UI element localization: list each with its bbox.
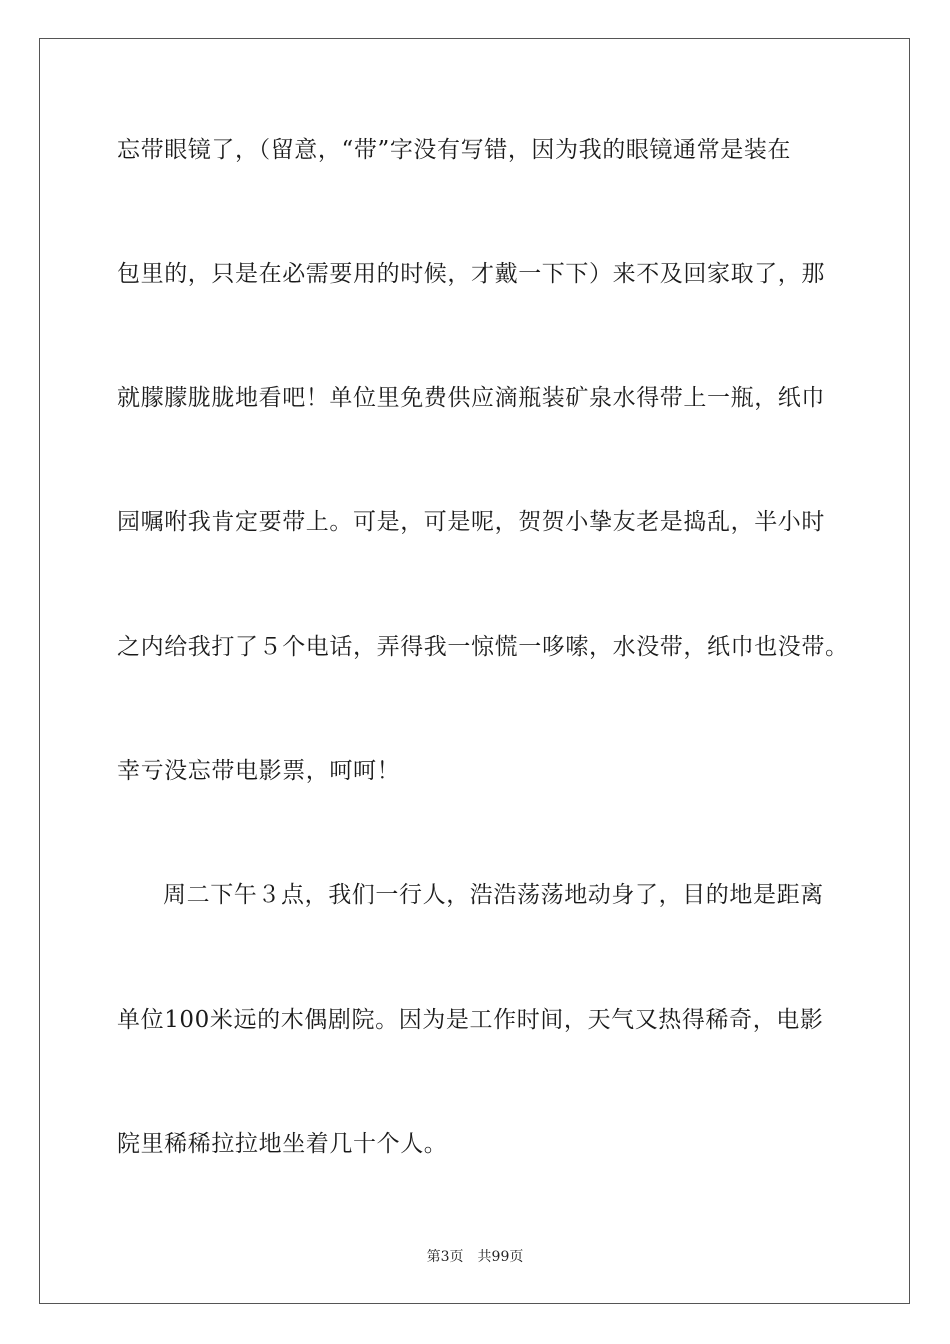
body-text-line: 幸亏没忘带电影票，呵呵！ [117,758,401,784]
body-text-line: 单位100米远的木偶剧院。因为是工作时间，天气又热得稀奇，电影 [117,1007,824,1033]
paragraph-first-line: 周二下午３点，我们一行人，浩浩荡荡地动身了，目的地是距离 [163,882,824,908]
page-number: 第3页 [426,1249,464,1265]
page-footer [0,1248,950,1266]
total-pages: 共99页 [477,1249,524,1265]
body-text-line: 院里稀稀拉拉地坐着几十个人。 [117,1131,448,1157]
body-text-line: 忘带眼镜了，（留意，“带”字没有写错，因为我的眼镜通常是装在 [117,137,792,163]
body-text-line: 就朦朦胧胧地看吧！单位里免费供应滴瓶装矿泉水得带上一瓶，纸巾 [117,385,825,411]
body-text-line: 之内给我打了５个电话，弄得我一惊慌一哆嗦，水没带，纸巾也没带。 [117,634,849,660]
page-frame [39,38,910,1304]
body-text-line: 园嘱咐我肯定要带上。可是，可是呢，贺贺小挚友老是捣乱，半小时 [117,509,825,535]
body-text-line: 包里的，只是在必需要用的时候，才戴一下下）来不及回家取了，那 [117,261,825,287]
